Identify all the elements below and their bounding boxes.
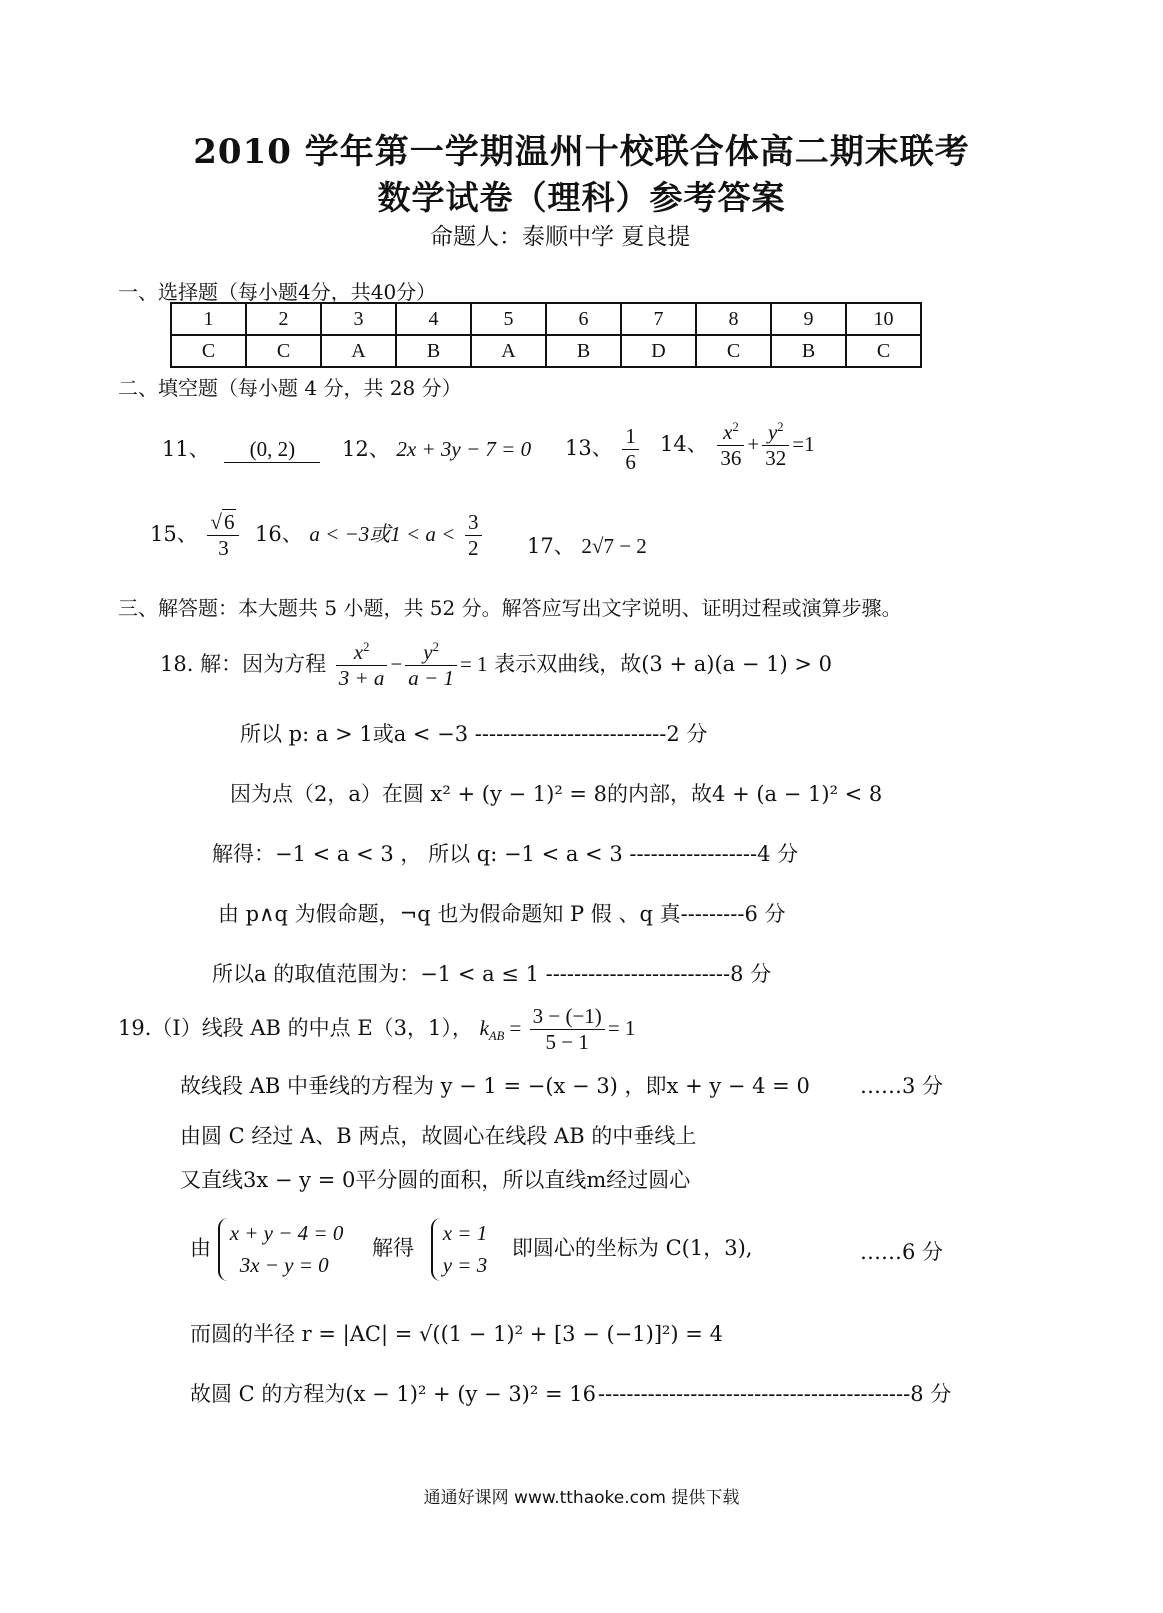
- table-cell: 6: [546, 303, 621, 335]
- q19-line4: 又直线3x − y = 0平分圆的面积，所以直线m经过圆心: [180, 1168, 691, 1192]
- table-cell: 1: [171, 303, 246, 335]
- table-cell: 9: [771, 303, 846, 335]
- table-cell: C: [246, 335, 321, 367]
- q15-answer: 15、 $\frac{√6}{3}$: [150, 510, 242, 561]
- q19-line7-score: --------------------------------------------8 分: [598, 1382, 952, 1406]
- table-cell: 2: [246, 303, 321, 335]
- q14-answer: 14、 $\frac{x^2}{36}$ + $\frac{y^2}{32}$ =1: [660, 420, 815, 471]
- q13-denominator: 6: [625, 450, 636, 475]
- q19-line2: 故线段 AB 中垂线的方程为 y − 1 = −(x − 3) ，即x + y − 4 = 0: [180, 1074, 810, 1098]
- q16-value: a < −3或1 < a <: [309, 522, 456, 547]
- q18-line3: 因为点（2，a）在圆 x² + (y − 1)² = 8的内部，故4 + (a − 1)² < 8: [230, 782, 883, 806]
- q19-slope-denominator: 5 − 1: [545, 1030, 589, 1055]
- q18-line2: 所以 p: a > 1或a < −3 ---------------------------2 分: [240, 722, 708, 746]
- table-cell: B: [546, 335, 621, 367]
- q15-label: 15、: [150, 522, 198, 547]
- q13-label: 13、: [565, 436, 613, 461]
- q19-slope-numerator: 3 − (−1): [530, 1004, 605, 1030]
- q16-numerator: 3: [465, 510, 482, 536]
- q17-label: 17、: [527, 534, 575, 558]
- q17-answer: [527, 530, 647, 560]
- q19-line5-score: ……6 分: [860, 1240, 944, 1264]
- q11-label: 11、: [162, 437, 210, 461]
- q16-denominator: 2: [468, 536, 479, 561]
- table-cell: C: [171, 335, 246, 367]
- section3-heading: 三、解答题：本大题共 5 小题，共 52 分。解答应写出文字说明、证明过程或演算步骤。: [118, 596, 902, 620]
- table-cell: B: [771, 335, 846, 367]
- answer-table: [170, 302, 922, 368]
- document-subtitle: 数学试卷（理科）参考答案: [377, 178, 786, 217]
- q13-answer: [565, 424, 642, 475]
- q18-line1-tail: 表示双曲线，故(3 + a)(a − 1) > 0: [494, 652, 832, 677]
- table-cell: 4: [396, 303, 471, 335]
- table-cell: D: [621, 335, 696, 367]
- q11-value: (0, 2): [224, 437, 320, 463]
- table-cell: 7: [621, 303, 696, 335]
- answer-table-answer-row: [171, 335, 921, 367]
- table-cell: 5: [471, 303, 546, 335]
- table-cell: 10: [846, 303, 921, 335]
- q12-value: 2x + 3y − 7 = 0: [396, 437, 532, 461]
- q16-answer: [255, 510, 485, 561]
- q17-value: 2√7 − 2: [581, 534, 647, 558]
- q19-system2: x = 1 y = 3: [431, 1218, 494, 1281]
- q19-line5-prefix: 由: [190, 1236, 211, 1260]
- q16-label: 16、: [255, 522, 303, 547]
- q12-label: 12、: [342, 437, 390, 461]
- q18-line1: 18. 解：因为方程 $\frac{x^2}{3 + a}$ − $\frac{y^2}{a - 1}$ = 1 表示双曲线，故(3 + a)(a − 1) > 0: [160, 640, 832, 691]
- q13-numerator: 1: [622, 424, 639, 450]
- q14-label: 14、: [660, 432, 708, 457]
- author-line: 命题人：泰顺中学 夏良提: [430, 224, 691, 250]
- q19-line3: 由圆 C 经过 A、B 两点，故圆心在线段 AB 的中垂线上: [180, 1124, 697, 1148]
- section2-heading: 二、填空题（每小题 4 分，共 28 分）: [118, 376, 462, 400]
- table-cell: A: [321, 335, 396, 367]
- q19-line1: 19.（Ⅰ）线段 AB 的中点 E（3，1）， $k_{AB}$ = $\frac{3 - (-1)}{5 - 1}$ = 1: [118, 1004, 636, 1055]
- q18-line5: 由 p∧q 为假命题，¬q 也为假命题知 P 假 、q 真---------6 分: [218, 902, 786, 926]
- footer-text: 通通好课网 www.tthaoke.com 提供下载: [423, 1488, 740, 1508]
- section1-heading: 一、选择题（每小题4分，共40分）: [118, 280, 437, 304]
- q18-line4: 解得：−1 < a < 3 ， 所以 q: −1 < a < 3 ------------------4 分: [212, 842, 799, 866]
- document-title: 2010 学年第一学期温州十校联合体高二期末联考: [193, 132, 970, 172]
- table-cell: A: [471, 335, 546, 367]
- table-cell: B: [396, 335, 471, 367]
- table-cell: C: [696, 335, 771, 367]
- q19-line6: 而圆的半径 r = |AC| = √((1 − 1)² + [3 − (−1)]²) = 4: [190, 1322, 723, 1346]
- q19-line5-solve: 解得: [372, 1236, 415, 1260]
- q11-answer: [162, 433, 320, 463]
- q12-answer: [342, 433, 531, 463]
- q19-line7: 故圆 C 的方程为(x − 1)² + (y − 3)² = 16: [190, 1382, 596, 1406]
- q18-intro: 18. 解：因为方程: [160, 652, 327, 677]
- q19-line5-center: 即圆心的坐标为 C(1，3),: [511, 1236, 753, 1260]
- q18-line6: 所以a 的取值范围为：−1 < a ≤ 1 --------------------------8 分: [212, 962, 772, 986]
- q19-line2-score: ……3 分: [860, 1074, 944, 1098]
- q19-line5: [190, 1218, 752, 1281]
- table-cell: C: [846, 335, 921, 367]
- table-cell: 3: [321, 303, 396, 335]
- q19-line1-text: 19.（Ⅰ）线段 AB 的中点 E（3，1），: [118, 1016, 473, 1041]
- answer-table-number-row: [171, 303, 921, 335]
- q15-denominator: 3: [218, 536, 229, 561]
- q19-system1: x + y − 4 = 0 3x − y = 0: [218, 1218, 350, 1281]
- table-cell: 8: [696, 303, 771, 335]
